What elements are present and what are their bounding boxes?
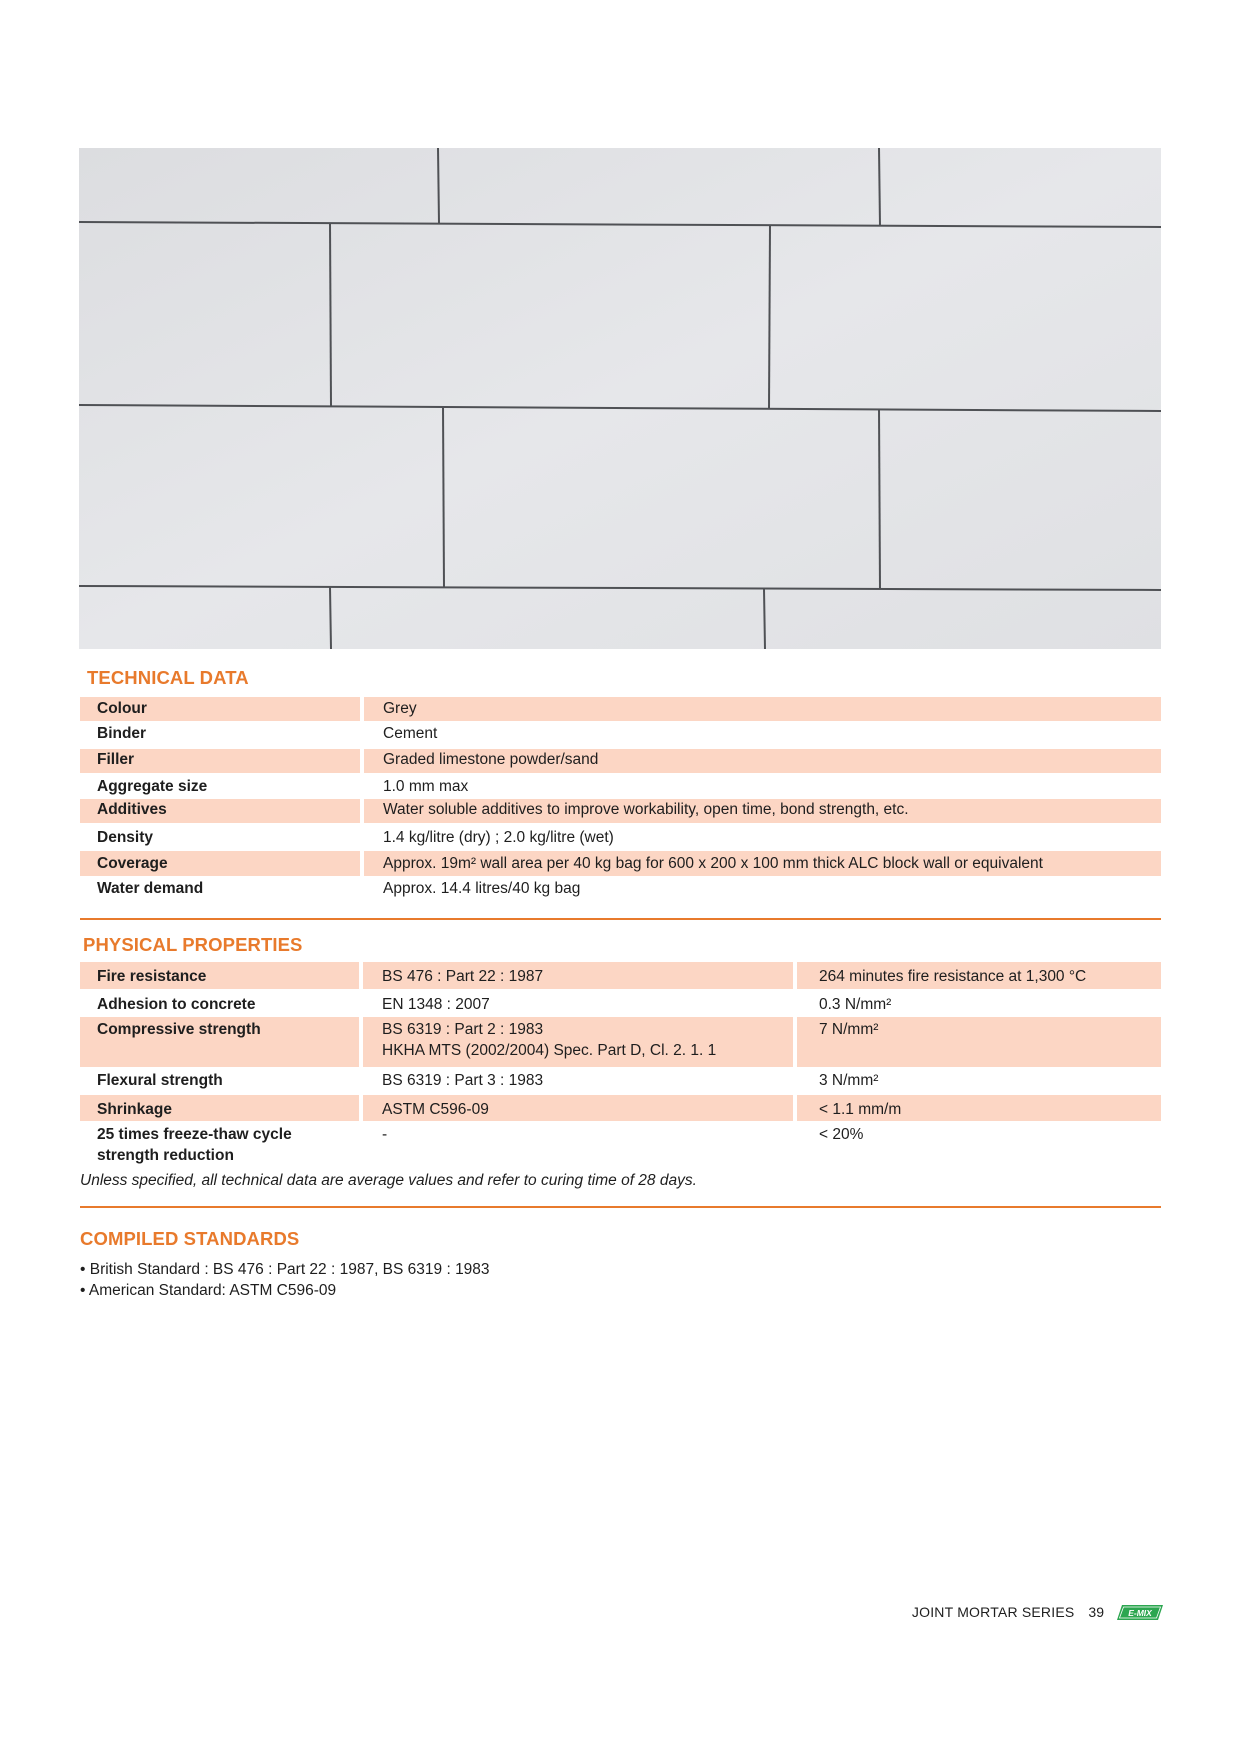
table-row xyxy=(80,799,1161,823)
footnote: Unless specified, all technical data are average values and refer to curing time of 28 days. xyxy=(80,1172,697,1189)
row-label: Water demand xyxy=(97,880,204,897)
table-row xyxy=(80,749,1161,773)
table-row xyxy=(80,1069,1161,1093)
row-value: Water soluble additives to improve workability, open time, bond strength, etc. xyxy=(364,799,1161,823)
standard-line: HKHA MTS (2002/2004) Spec. Part D, Cl. 2. 1. 1 xyxy=(382,1042,717,1059)
row-label: Colour xyxy=(80,697,360,721)
property-result: 0.3 N/mm² xyxy=(819,996,892,1013)
property-standard: ASTM C596-09 xyxy=(363,1095,793,1121)
property-standard: - xyxy=(382,1126,388,1143)
property-label: Adhesion to concrete xyxy=(97,996,256,1013)
logo-text: E-MIX xyxy=(1128,1607,1152,1618)
property-result: 7 N/mm² xyxy=(797,1017,1161,1067)
standards-list xyxy=(80,1259,490,1301)
property-label: Compressive strength xyxy=(80,1017,359,1067)
block-wall-photo xyxy=(79,148,1161,649)
row-label: Binder xyxy=(97,725,147,742)
emix-logo xyxy=(1117,1605,1163,1620)
physical-properties-title: PHYSICAL PROPERTIES xyxy=(83,934,303,955)
technical-data-title: TECHNICAL DATA xyxy=(87,667,249,688)
row-value: 1.4 kg/litre (dry) ; 2.0 kg/litre (wet) xyxy=(383,829,614,846)
table-row xyxy=(80,723,1161,746)
label-line: 25 times freeze-thaw cycle xyxy=(97,1126,292,1143)
property-result: 264 minutes fire resistance at 1,300 °C xyxy=(797,962,1161,989)
row-value: 1.0 mm max xyxy=(383,778,469,795)
table-row xyxy=(80,851,1161,876)
standard-line: BS 6319 : Part 2 : 1983 xyxy=(382,1021,544,1038)
list-item: • British Standard : BS 476 : Part 22 : 1987, BS 6319 : 1983 xyxy=(80,1261,490,1278)
table-row xyxy=(80,1123,1161,1169)
table-row xyxy=(80,825,1161,849)
label-line: strength reduction xyxy=(97,1147,234,1164)
row-label: Filler xyxy=(80,749,360,773)
property-result: < 1.1 mm/m xyxy=(797,1095,1161,1121)
row-value: Approx. 14.4 litres/40 kg bag xyxy=(383,880,581,897)
property-label: Shrinkage xyxy=(80,1095,359,1121)
table-row xyxy=(80,1095,1161,1121)
row-label: Additives xyxy=(80,799,360,823)
property-result: < 20% xyxy=(819,1126,864,1143)
table-row xyxy=(80,991,1161,1015)
section-divider xyxy=(80,918,1161,920)
property-standard xyxy=(363,1017,793,1067)
property-label: Fire resistance xyxy=(80,962,359,989)
property-label: Flexural strength xyxy=(97,1072,223,1089)
property-label xyxy=(80,1123,359,1169)
table-row xyxy=(80,877,1161,901)
table-row xyxy=(80,962,1161,989)
row-label: Aggregate size xyxy=(97,778,208,795)
row-value: Cement xyxy=(383,725,438,742)
table-row xyxy=(80,697,1161,721)
page-number: 39 xyxy=(1088,1604,1104,1620)
compiled-standards-title: COMPILED STANDARDS xyxy=(80,1228,300,1249)
row-value: Approx. 19m² wall area per 40 kg bag for 600 x 200 x 100 mm thick ALC block wall or equivalent xyxy=(364,851,1161,876)
row-value: Graded limestone powder/sand xyxy=(364,749,1161,773)
row-value: Grey xyxy=(364,697,1161,721)
list-item: • American Standard: ASTM C596-09 xyxy=(80,1282,337,1299)
series-name: JOINT MORTAR SERIES xyxy=(911,1604,1075,1620)
property-standard: BS 476 : Part 22 : 1987 xyxy=(363,962,793,989)
property-result: 3 N/mm² xyxy=(819,1072,879,1089)
table-row xyxy=(80,1017,1161,1067)
property-standard: BS 6319 : Part 3 : 1983 xyxy=(382,1072,544,1089)
table-row xyxy=(80,775,1161,797)
row-label: Density xyxy=(97,829,153,846)
page-footer xyxy=(912,1604,1163,1620)
row-label: Coverage xyxy=(80,851,360,876)
property-standard: EN 1348 : 2007 xyxy=(382,996,490,1013)
section-divider xyxy=(80,1206,1161,1208)
